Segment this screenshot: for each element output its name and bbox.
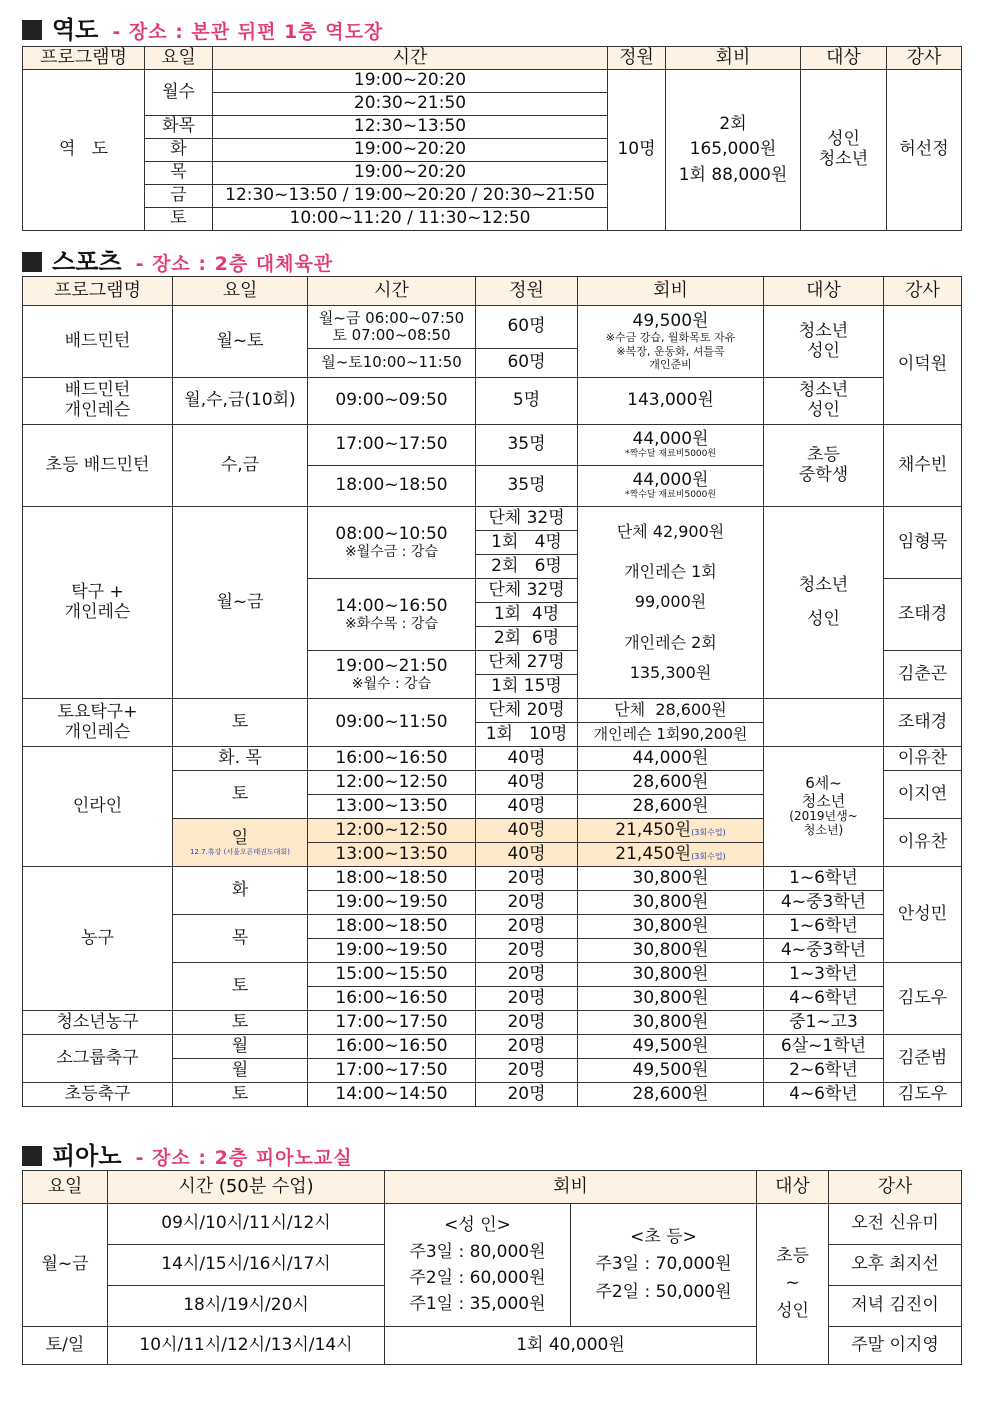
instructor-cell: 허선정	[887, 70, 962, 231]
target-cell	[764, 507, 884, 699]
target-line: (2019년생~	[789, 808, 858, 823]
fee-cell	[578, 843, 764, 867]
capacity-cell: 20명	[476, 1059, 578, 1083]
fee-note: ※수금 강습, 월화목토 자유	[605, 331, 736, 345]
target-line: 청소년	[798, 574, 849, 595]
target-cell	[764, 699, 884, 747]
time-cell	[308, 579, 476, 651]
day-cell: 월,수,금(10회)	[173, 378, 308, 425]
target-cell: 중1~고3	[764, 1011, 884, 1035]
capacity-cell: 단체 27명	[476, 651, 578, 675]
time-cell: 18시/19시/20시	[108, 1286, 385, 1327]
instructor-cell: 임형묵	[884, 507, 962, 579]
time-line: 14:00~16:50	[335, 595, 448, 616]
time-cell: 16:00~16:50	[308, 987, 476, 1011]
target-line: 청소년	[798, 380, 849, 401]
day-cell: 화. 목	[173, 747, 308, 771]
time-cell: 13:00~13:50	[308, 843, 476, 867]
target-cell: 4~중3학년	[764, 891, 884, 915]
time-line: 19:00~21:50	[335, 655, 448, 676]
time-cell: 10시/11시/12시/13시/14시	[108, 1327, 385, 1365]
time-cell: 12:30~13:50 / 19:00~20:20 / 20:30~21:50	[213, 185, 608, 208]
header-instructor: 강사	[829, 1171, 962, 1204]
capacity-cell: 60명	[476, 306, 578, 349]
section-location: - 장소 : 2층 피아노교실	[135, 1147, 353, 1169]
section-location: - 장소 : 2층 대체육관	[135, 253, 334, 275]
instructor-cell: 조태경	[884, 699, 962, 747]
day-cell: 월	[173, 1035, 308, 1059]
time-cell: 09:00~09:50	[308, 378, 476, 425]
fee-cell: 30,800원	[578, 963, 764, 987]
instructor-cell: 이유찬	[884, 819, 962, 867]
name-line: 개인레슨	[64, 721, 131, 742]
time-cell	[308, 306, 476, 349]
instructor-cell: 이지연	[884, 771, 962, 819]
capacity-cell: 단체 32명	[476, 579, 578, 603]
instructor-cell: 김도우	[884, 963, 962, 1035]
program-name: 농구	[23, 867, 173, 1011]
instructor-cell: 이덕원	[884, 306, 962, 425]
day-cell: 월~토	[173, 306, 308, 378]
time-cell: 15:00~15:50	[308, 963, 476, 987]
program-name	[23, 378, 173, 425]
program-name	[23, 699, 173, 747]
day-cell: 화	[173, 867, 308, 915]
fee-line: 주3일 : 80,000원	[409, 1241, 546, 1262]
day-cell: 금	[145, 185, 213, 208]
fee-cell: 49,500원	[578, 1059, 764, 1083]
instructor-cell: 이유찬	[884, 747, 962, 771]
capacity-cell: 20명	[476, 987, 578, 1011]
header-capacity: 정원	[608, 47, 666, 70]
fee-line: 165,000원	[689, 139, 777, 160]
name-line: 배드민턴	[64, 380, 131, 401]
instructor-cell: 오후 최지선	[829, 1245, 962, 1286]
section-sports-header	[22, 242, 333, 277]
section-piano-header	[22, 1136, 353, 1171]
fee-note: *짝수달 재료비5000원	[624, 490, 717, 501]
target-cell	[764, 747, 884, 867]
day-cell: 토/일	[23, 1327, 108, 1365]
time-cell: 16:00~16:50	[308, 747, 476, 771]
time-line: 08:00~10:50	[335, 523, 448, 544]
instructor-cell: 저녁 김진이	[829, 1286, 962, 1327]
day-cell: 목	[145, 162, 213, 185]
square-bullet-icon	[22, 252, 42, 272]
section-location: - 장소 : 본관 뒤편 1층 역도장	[112, 21, 384, 43]
program-name: 배드민턴	[23, 306, 173, 378]
fee-value: 21,450원	[615, 819, 692, 840]
fee-note: (3회수업)	[691, 827, 726, 837]
time-cell: 09:00~11:50	[308, 699, 476, 747]
capacity-cell: 5명	[476, 378, 578, 425]
time-cell: 12:30~13:50	[213, 116, 608, 139]
capacity-cell: 40명	[476, 747, 578, 771]
fee-value: 21,450원	[615, 843, 692, 864]
capacity-cell: 35명	[476, 425, 578, 466]
fee-line: 1회 88,000원	[678, 164, 788, 185]
program-name: 인라인	[23, 747, 173, 867]
time-cell: 18:00~18:50	[308, 867, 476, 891]
capacity-cell: 60명	[476, 349, 578, 378]
time-cell: 16:00~16:50	[308, 1035, 476, 1059]
target-cell	[801, 70, 887, 231]
target-line: 초등	[776, 1246, 809, 1267]
closure-note: 12.7.휴강 (서울오픈태권도대회)	[190, 848, 290, 857]
program-name: 역 도	[23, 70, 145, 231]
time-cell: 20:30~21:50	[213, 93, 608, 116]
target-line: 성인	[807, 608, 840, 629]
capacity-cell: 2회 6명	[476, 555, 578, 579]
instructor-cell: 김도우	[884, 1083, 962, 1107]
target-line: 6세~	[805, 774, 842, 793]
fee-cell: 44,000원	[578, 747, 764, 771]
capacity-cell: 20명	[476, 1011, 578, 1035]
fee-cell	[578, 819, 764, 843]
capacity-cell: 1회 4명	[476, 603, 578, 627]
time-cell: 09시/10시/11시/12시	[108, 1204, 385, 1245]
time-cell: 19:00~19:50	[308, 939, 476, 963]
fee-cell: 단체 28,600원	[578, 699, 764, 723]
target-cell: 1~6학년	[764, 915, 884, 939]
instructor-cell: 채수빈	[884, 425, 962, 507]
target-cell: 1~3학년	[764, 963, 884, 987]
target-line: 청소년	[801, 791, 846, 810]
adult-fee-cell	[385, 1204, 571, 1327]
target-line: 청소년	[798, 320, 849, 341]
fee-cell: 28,600원	[578, 771, 764, 795]
target-line: 성인	[776, 1300, 809, 1321]
capacity-cell: 1회 4명	[476, 531, 578, 555]
fee-note: ※복장, 운동화, 셔틀콕	[616, 344, 725, 358]
time-cell: 17:00~17:50	[308, 1011, 476, 1035]
name-line: 토요탁구+	[57, 701, 138, 722]
day-cell: 수,금	[173, 425, 308, 507]
fee-line: 135,300원	[629, 663, 712, 683]
day-cell: 토	[173, 771, 308, 819]
fee-line: 2회	[719, 113, 747, 134]
target-cell: 2~6학년	[764, 1059, 884, 1083]
fee-line: 개인레슨 2회	[624, 632, 717, 652]
time-line: 월~금 06:00~07:50	[318, 308, 465, 327]
header-target: 대상	[757, 1171, 829, 1204]
fee-cell	[578, 466, 764, 507]
fee-line: 주1일 : 35,000원	[409, 1294, 546, 1315]
capacity-cell: 1회 10명	[476, 723, 578, 747]
fee-cell	[578, 507, 764, 699]
header-program: 프로그램명	[23, 47, 145, 70]
header-fee: 회비	[578, 277, 764, 306]
header-capacity: 정원	[476, 277, 578, 306]
fee-line: <성 인>	[444, 1215, 511, 1236]
time-cell: 14시/15시/16시/17시	[108, 1245, 385, 1286]
fee-cell: 30,800원	[578, 867, 764, 891]
target-line: 중학생	[798, 464, 849, 485]
time-cell: 19:00~20:20	[213, 70, 608, 93]
fee-note: 개인준비	[649, 357, 692, 371]
target-cell: 4~6학년	[764, 1083, 884, 1107]
header-time: 시간	[213, 47, 608, 70]
time-cell: 월~토10:00~11:50	[308, 349, 476, 378]
target-line: 청소년	[818, 149, 869, 169]
day-cell: 토	[173, 963, 308, 1011]
day-cell: 월~금	[23, 1204, 108, 1327]
fee-line: 개인레슨 1회	[624, 561, 717, 581]
header-day: 요일	[145, 47, 213, 70]
section-title: 피아노	[52, 1142, 122, 1170]
day-cell: 목	[173, 915, 308, 963]
time-cell: 14:00~14:50	[308, 1083, 476, 1107]
target-cell: 6살~1학년	[764, 1035, 884, 1059]
time-cell: 12:00~12:50	[308, 819, 476, 843]
day-cell: 토	[145, 208, 213, 231]
program-name	[23, 507, 173, 699]
time-cell: 19:00~20:20	[213, 139, 608, 162]
fee-line: <초 등>	[630, 1227, 697, 1248]
fee-line: 주3일 : 70,000원	[595, 1254, 732, 1275]
capacity-cell: 2회 6명	[476, 627, 578, 651]
fee-cell	[666, 70, 801, 231]
header-instructor: 강사	[884, 277, 962, 306]
capacity-cell: 단체 32명	[476, 507, 578, 531]
capacity-cell: 40명	[476, 819, 578, 843]
instructor-cell: 조태경	[884, 579, 962, 651]
target-cell: 4~6학년	[764, 987, 884, 1011]
program-name: 소그룹축구	[23, 1035, 173, 1083]
capacity-cell: 10명	[608, 70, 666, 231]
time-cell: 19:00~19:50	[308, 891, 476, 915]
day-cell: 월수	[145, 70, 213, 116]
fee-line: 주2일 : 50,000원	[595, 1281, 732, 1302]
capacity-cell: 20명	[476, 939, 578, 963]
time-cell: 12:00~12:50	[308, 771, 476, 795]
target-line: 성인	[807, 400, 840, 420]
day-label: 일	[231, 827, 249, 848]
instructor-cell: 김준범	[884, 1035, 962, 1083]
fee-cell: 30,800원	[578, 1011, 764, 1035]
time-cell	[308, 507, 476, 579]
header-time: 시간 (50분 수업)	[108, 1171, 385, 1204]
time-cell: 17:00~17:50	[308, 425, 476, 466]
capacity-cell: 40명	[476, 843, 578, 867]
header-target: 대상	[801, 47, 887, 70]
fee-cell: 30,800원	[578, 915, 764, 939]
target-cell: 4~중3학년	[764, 939, 884, 963]
time-cell	[308, 651, 476, 699]
yeokdo-table	[22, 46, 962, 231]
name-line: 개인레슨	[64, 601, 131, 622]
fee-line: 99,000원	[634, 592, 707, 612]
time-cell: 13:00~13:50	[308, 795, 476, 819]
capacity-cell: 20명	[476, 891, 578, 915]
capacity-cell: 20명	[476, 915, 578, 939]
program-name: 초등축구	[23, 1083, 173, 1107]
day-cell: 화	[145, 139, 213, 162]
header-fee: 회비	[385, 1171, 757, 1204]
target-line: 초등	[807, 444, 840, 465]
time-line: 토 07:00~08:50	[332, 326, 451, 344]
header-target: 대상	[764, 277, 884, 306]
time-cell: 17:00~17:50	[308, 1059, 476, 1083]
fee-line: 44,000원	[632, 428, 709, 449]
fee-line: 44,000원	[632, 469, 709, 490]
capacity-cell: 40명	[476, 771, 578, 795]
day-cell: 월~금	[173, 507, 308, 699]
time-note: ※월수 : 강습	[351, 676, 432, 693]
fee-cell: 1회 40,000원	[385, 1327, 757, 1365]
header-instructor: 강사	[887, 47, 962, 70]
section-title: 역도	[52, 16, 99, 44]
fee-line: 주2일 : 60,000원	[409, 1268, 546, 1288]
instructor-cell: 김춘곤	[884, 651, 962, 699]
capacity-cell: 35명	[476, 466, 578, 507]
target-line: 청소년)	[803, 822, 844, 837]
fee-cell: 28,600원	[578, 1083, 764, 1107]
name-line: 탁구 +	[71, 581, 124, 602]
fee-cell: 개인레슨 1회90,200원	[578, 723, 764, 747]
name-line: 개인레슨	[64, 400, 131, 420]
program-name: 초등 배드민턴	[23, 425, 173, 507]
time-note: ※월수금 : 강습	[345, 544, 438, 561]
fee-note: (3회수업)	[691, 851, 726, 861]
target-line: 성인	[827, 129, 860, 150]
fee-cell: 49,500원	[578, 1035, 764, 1059]
header-day: 요일	[23, 1171, 108, 1204]
capacity-cell: 단체 20명	[476, 699, 578, 723]
capacity-cell: 20명	[476, 867, 578, 891]
target-cell	[764, 378, 884, 425]
instructor-cell: 오전 신유미	[829, 1204, 962, 1245]
instructor-cell: 주말 이지영	[829, 1327, 962, 1365]
section-title: 스포츠	[52, 248, 122, 276]
fee-cell	[578, 425, 764, 466]
fee-cell: 30,800원	[578, 939, 764, 963]
sports-table	[22, 276, 962, 1107]
time-cell: 18:00~18:50	[308, 915, 476, 939]
fee-cell: 30,800원	[578, 891, 764, 915]
target-cell: 1~6학년	[764, 867, 884, 891]
target-cell	[757, 1204, 829, 1365]
fee-cell: 30,800원	[578, 987, 764, 1011]
elem-fee-cell	[571, 1204, 757, 1327]
day-cell: 토	[173, 1011, 308, 1035]
fee-note: *짝수달 재료비5000원	[624, 449, 717, 460]
header-time: 시간	[308, 277, 476, 306]
capacity-cell: 40명	[476, 795, 578, 819]
time-cell: 18:00~18:50	[308, 466, 476, 507]
fee-cell: 143,000원	[578, 378, 764, 425]
square-bullet-icon	[22, 20, 42, 40]
target-cell	[764, 425, 884, 507]
fee-cell	[578, 306, 764, 378]
target-line: ~	[785, 1273, 800, 1294]
time-cell: 10:00~11:20 / 11:30~12:50	[213, 208, 608, 231]
capacity-cell: 20명	[476, 1083, 578, 1107]
program-name: 청소년농구	[23, 1011, 173, 1035]
square-bullet-icon	[22, 1146, 42, 1166]
day-cell: 월	[173, 1059, 308, 1083]
header-program: 프로그램명	[23, 277, 173, 306]
time-note: ※화수목 : 강습	[345, 616, 438, 633]
fee-cell: 28,600원	[578, 795, 764, 819]
day-cell	[173, 819, 308, 867]
instructor-cell: 안성민	[884, 867, 962, 963]
section-yeokdo-header	[22, 10, 383, 45]
capacity-cell: 1회 15명	[476, 675, 578, 699]
capacity-cell: 20명	[476, 963, 578, 987]
target-cell	[764, 306, 884, 378]
day-cell: 토	[173, 1083, 308, 1107]
fee-line: 49,500원	[632, 310, 709, 331]
target-line: 성인	[807, 340, 840, 361]
day-cell: 화목	[145, 116, 213, 139]
time-cell: 19:00~20:20	[213, 162, 608, 185]
piano-table	[22, 1170, 962, 1365]
fee-line: 단체 42,900원	[616, 521, 725, 541]
header-day: 요일	[173, 277, 308, 306]
day-cell: 토	[173, 699, 308, 747]
capacity-cell: 20명	[476, 1035, 578, 1059]
header-fee: 회비	[666, 47, 801, 70]
